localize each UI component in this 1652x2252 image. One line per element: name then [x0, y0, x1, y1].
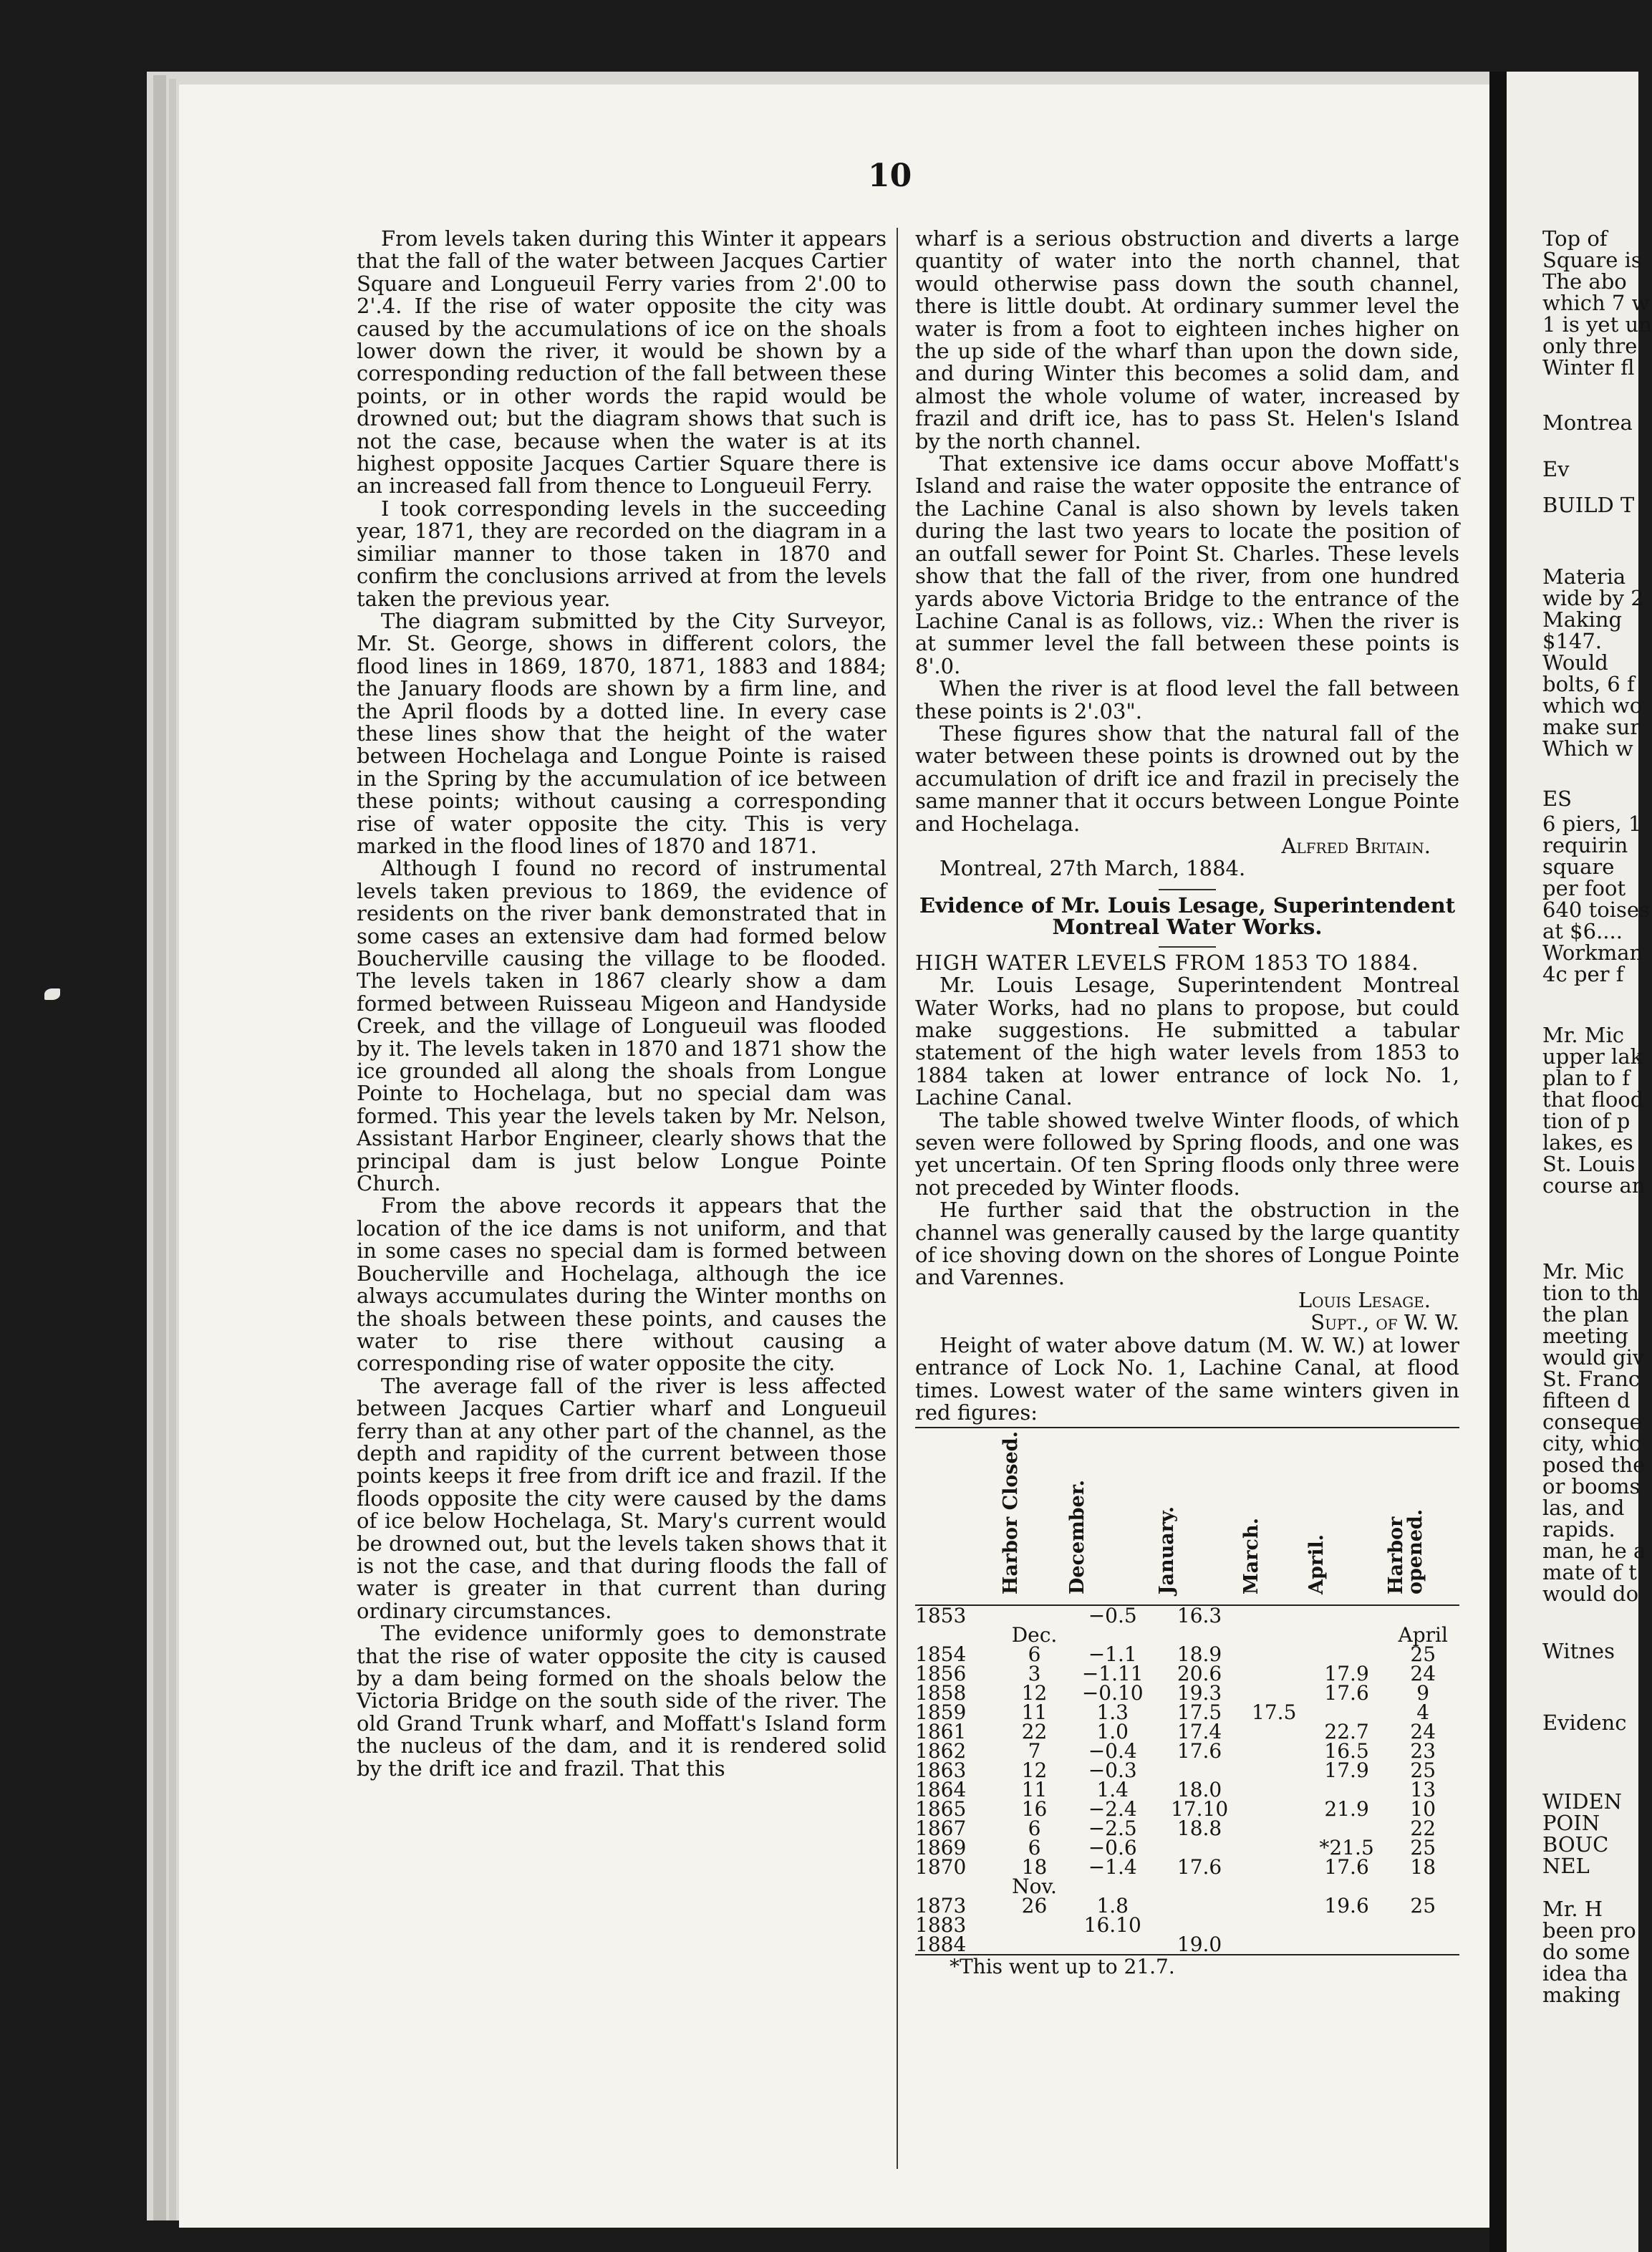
table-cell [1157, 1761, 1241, 1780]
adjacent-page-line: POIN [1542, 1811, 1600, 1835]
table-cell [1242, 1722, 1307, 1741]
table-cell: 17.9 [1324, 1662, 1369, 1686]
adjacent-page-line: Montrea [1542, 410, 1633, 435]
table-row [915, 1664, 1459, 1683]
year-cell: 1858 [915, 1681, 967, 1705]
table-footnote: *This went up to 21.7. [950, 1955, 1175, 1979]
table-cell [1157, 1915, 1241, 1935]
table-cell: 17.6 [1177, 1855, 1222, 1880]
table-cell: 10 [1410, 1797, 1436, 1822]
table-cell [1242, 1761, 1307, 1780]
table-cell: −0.3 [1088, 1758, 1137, 1783]
table-cell [1157, 1896, 1241, 1915]
table-cell [1242, 1935, 1307, 1954]
table-cell: 1.0 [1096, 1720, 1129, 1744]
paragraph: These figures show that the natural fall of the water between these points is drowned out by the accumulation of drift ice and frazil in precisely the same manner that it occurs between Longue Pointe and Hochelaga. [915, 721, 1459, 836]
table-cell [1307, 1703, 1387, 1722]
paragraph: He further said that the obstruction in the channel was generally caused by the large quantity of ice shoving down on the shores of Longue Pointe and Varennes. [915, 1198, 1459, 1290]
table-cell: 22 [1410, 1816, 1436, 1841]
table-row [915, 1896, 1459, 1915]
table-cell: 21.9 [1324, 1797, 1369, 1822]
subheading: HIGH WATER LEVELS FROM 1853 TO 1884. [915, 950, 1419, 975]
adjacent-page-line: make sur [1542, 715, 1641, 739]
table-cell [1386, 1915, 1459, 1935]
table-cell [1307, 1645, 1387, 1664]
table-header: March. [1242, 1428, 1307, 1605]
page-number: 10 [868, 158, 912, 194]
table-row [915, 1645, 1459, 1664]
table-cell: −1.4 [1088, 1855, 1137, 1880]
adjacent-page-line: square [1542, 855, 1615, 879]
table-caption: Height of water above datum (M. W. W.) at lower entrance of Lock No. 1, Lachine Canal, at flood times. Lowest water of the same winters given in red figures: [915, 1332, 1459, 1425]
table-cell [1242, 1741, 1307, 1761]
adjacent-page-line: BOUC [1542, 1832, 1609, 1857]
table-cell [1001, 1935, 1068, 1954]
table-cell: 6 [1028, 1816, 1041, 1841]
adjacent-page-line: or booms [1542, 1474, 1641, 1498]
table-row [915, 1877, 1459, 1896]
table-cell [1307, 1877, 1387, 1896]
year-cell: 1884 [915, 1933, 967, 1957]
table-cell [1157, 1838, 1241, 1857]
table-cell: −0.10 [1081, 1681, 1144, 1705]
table-header: Harbor opened. [1386, 1428, 1459, 1605]
table-cell [1242, 1799, 1307, 1819]
table-cell: Dec. [1011, 1623, 1058, 1647]
table-cell [1307, 1605, 1387, 1625]
paragraph: When the river is at flood level the fall between these points is 2'.03". [915, 676, 1459, 723]
table-cell [1068, 1935, 1157, 1954]
adjacent-page-line: Witnes [1542, 1639, 1615, 1663]
left-column [357, 228, 887, 1780]
adjacent-page-line: WIDEN [1542, 1789, 1623, 1814]
high-water-table [915, 1427, 1459, 1957]
table-cell: 3 [1028, 1662, 1041, 1686]
adjacent-page-line: upper lak [1542, 1044, 1643, 1069]
table-header-row [915, 1428, 1459, 1605]
table-cell: 17.4 [1177, 1720, 1222, 1744]
adjacent-page-line: Evidenc [1542, 1710, 1627, 1735]
adjacent-page-line: which wo [1542, 693, 1643, 718]
year-cell: 1859 [915, 1700, 967, 1725]
adjacent-page-line: Making [1542, 607, 1623, 632]
table-cell: 1.3 [1096, 1700, 1129, 1725]
table-cell [1307, 1625, 1387, 1645]
table-cell: 19.3 [1177, 1681, 1222, 1705]
table-cell: −1.11 [1081, 1662, 1144, 1686]
table-cell [1307, 1915, 1387, 1935]
adjacent-page-line: Materia [1542, 564, 1626, 589]
table-cell: 18.8 [1177, 1816, 1222, 1841]
adjacent-page-line: 1 is yet un [1542, 312, 1652, 337]
adjacent-page-line: 4c per f [1542, 962, 1624, 986]
table-cell: 1.4 [1096, 1778, 1129, 1802]
table-cell: 16.3 [1177, 1604, 1222, 1628]
table-cell: 18 [1021, 1855, 1048, 1880]
adjacent-page-line: $147. [1542, 629, 1603, 653]
signer-title: Supt., of W. W. [1310, 1310, 1459, 1335]
paragraph: The evidence uniformly goes to demonstrate that the rise of water opposite the city is caused by a dam being formed on the shoals below the Victoria Bridge on the south side of the river. The old Grand Trunk wharf, and Moffatt's Island form the nucleus of the dam, and it is rendered solid by the drift ice and frazil. That this [357, 1621, 887, 1781]
table-cell [1242, 1877, 1307, 1896]
table-cell [1242, 1819, 1307, 1838]
paragraph: Although I found no record of instrumental levels taken previous to 1869, the evidence of residents on the river bank demonstrated that in some cases an extensive dam had formed below Boucherville causing the village to be flooded. The levels taken in 1867 clearly show a dam formed between Ruisseau Migeon and Handyside Creek, and the village of Longueuil was flooded by it. The levels taken in 1870 and 1871 show the ice grounded all along the shoals from Longue Pointe to Hochelaga, but no special dam was formed. This year the levels taken by Mr. Nelson, Assistant Harbor Engineer, clearly shows that the principal dam is just below Longue Pointe Church. [357, 856, 887, 1196]
table-cell: 13 [1410, 1778, 1436, 1802]
author-signature: Alfred Britain. [1281, 833, 1431, 858]
table-row [915, 1722, 1459, 1741]
table-cell: 26 [1021, 1894, 1048, 1918]
adjacent-page-line: wide by 2 [1542, 586, 1644, 610]
table-cell: −2.5 [1088, 1816, 1137, 1841]
table-cell [1242, 1857, 1307, 1877]
adjacent-page-line: man, he a [1542, 1539, 1646, 1563]
adjacent-page-line: ES [1542, 786, 1573, 811]
table-cell: 9 [1416, 1681, 1430, 1705]
table-cell: 17.5 [1252, 1700, 1297, 1725]
table-cell: 11 [1021, 1700, 1048, 1725]
year-cell: 1864 [915, 1778, 967, 1802]
table-cell [1242, 1625, 1307, 1645]
table-cell [1001, 1605, 1068, 1625]
adjacent-page-line: fifteen d [1542, 1388, 1631, 1413]
table-cell: 25 [1410, 1758, 1436, 1783]
table-cell [1307, 1780, 1387, 1799]
table-cell: *21.5 [1319, 1836, 1374, 1860]
year-cell: 1865 [915, 1797, 967, 1822]
section-divider [1159, 889, 1216, 890]
adjacent-page-line: would giv [1542, 1345, 1645, 1370]
adjacent-page-line: BUILD T [1542, 493, 1635, 517]
year-cell: 1870 [915, 1855, 967, 1880]
adjacent-page-line: only thre [1542, 334, 1638, 358]
adjacent-page-line: Workman [1542, 940, 1643, 965]
table-cell: 16 [1021, 1797, 1048, 1822]
adjacent-page-line: The abo [1542, 269, 1627, 294]
table-cell [1068, 1625, 1157, 1645]
table-cell: 18.0 [1177, 1778, 1222, 1802]
table-cell: 24 [1410, 1720, 1436, 1744]
adjacent-page-line: 640 toises [1542, 898, 1650, 922]
column-rule [897, 228, 898, 2169]
table-cell: 19.0 [1177, 1933, 1222, 1957]
paragraph: The diagram submitted by the City Surveyor, Mr. St. George, shows in different colors, the flood lines in 1869, 1870, 1871, 1883 and 1884; the January floods are shown by a firm line, and the April floods by a dotted line. In every case these lines show that the height of the water between Hochelaga and Longue Pointe is raised in the Spring by the accumulation of ice between these points; without causing a corresponding rise of water opposite the city. This is very marked in the flood lines of 1870 and 1871. [357, 608, 887, 858]
year-cell: 1873 [915, 1894, 967, 1918]
dateline: Montreal, 27th March, 1884. [939, 856, 1246, 881]
table-cell: 22 [1021, 1720, 1048, 1744]
adjacent-page-line: at $6.... [1542, 919, 1623, 943]
table-cell [1307, 1819, 1387, 1838]
adjacent-page-line: Mr. Mic [1542, 1259, 1625, 1284]
year-cell: 1861 [915, 1720, 967, 1744]
table-cell [1242, 1838, 1307, 1857]
table-cell: 12 [1021, 1681, 1048, 1705]
adjacent-page-line: St. Louis [1542, 1152, 1636, 1176]
table-row [915, 1915, 1459, 1935]
adjacent-page-line: plan to f [1542, 1066, 1631, 1090]
table-cell: −0.6 [1088, 1836, 1137, 1860]
table-cell: 11 [1021, 1778, 1048, 1802]
year-cell: 1883 [915, 1913, 967, 1938]
table-row [915, 1625, 1459, 1645]
year-cell: 1869 [915, 1836, 967, 1860]
table-cell: 1.8 [1096, 1894, 1129, 1918]
table-cell [1386, 1877, 1459, 1896]
adjacent-page-line: the plan [1542, 1302, 1629, 1327]
year-cell [915, 1625, 1001, 1645]
page-edge [153, 75, 166, 2220]
adjacent-page-line: been pro [1542, 1918, 1636, 1943]
table-cell [1157, 1877, 1241, 1896]
table-cell: 17.9 [1324, 1758, 1369, 1783]
page-edge [169, 79, 176, 2220]
paragraph: Mr. Louis Lesage, Superintendent Montreal Water Works, had no plans to propose, but could make suggestions. He submitted a tabular statement of the high water levels from 1853 to 1884 taken at lower entrance of lock No. 1, Lachine Canal. [915, 973, 1459, 1110]
table-cell: −2.4 [1088, 1797, 1137, 1822]
adjacent-page-line: tion of p [1542, 1109, 1631, 1133]
table-row [915, 1935, 1459, 1954]
adjacent-page-line: bolts, 6 f [1542, 672, 1635, 696]
table-cell [1001, 1915, 1068, 1935]
adjacent-page-line: Ev [1542, 457, 1570, 481]
adjacent-page-line: would do [1542, 1582, 1639, 1606]
table-header: January. [1157, 1428, 1241, 1605]
paragraph: From levels taken during this Winter it appears that the fall of the water between Jacques Cartier Square and Longueuil Ferry varies from 2'.00 to 2'.4. If the rise of water opposite the city was caused by the accumulations of ice on the shoals lower down the river, it would be shown by a corresponding reduction of the fall between these points, or in other words the rapid would be drowned out; but the diagram shows that such is not the case, because when the water is at its highest opposite Jacques Cartier Square there is an increased fall from thence to Longueuil Ferry. [357, 226, 887, 499]
adjacent-page-line: Top of [1542, 226, 1608, 251]
table-cell [1386, 1605, 1459, 1625]
adjacent-page-line: Winter fl [1542, 355, 1635, 380]
table-cell: 16.10 [1083, 1913, 1141, 1938]
adjacent-page-line: lakes, es [1542, 1130, 1633, 1155]
adjacent-page-line: city, whic [1542, 1431, 1641, 1455]
table-cell [1157, 1625, 1241, 1645]
paragraph: I took corresponding levels in the succeeding year, 1871, they are recorded on the diagram in a similiar manner to those taken in 1870 and confirm the conclusions arrived at from the levels taken the previous year. [357, 496, 887, 611]
adjacent-page-line: Mr. Mic [1542, 1023, 1625, 1047]
year-cell: 1867 [915, 1816, 967, 1841]
table-cell [1242, 1896, 1307, 1915]
table-header: December. [1068, 1428, 1157, 1605]
table-cell [1307, 1935, 1387, 1954]
paragraph: wharf is a serious obstruction and diverts a large quantity of water into the north channel, that would otherwise pass down the south channel, there is little doubt. At ordinary summer level the water is from a foot to eighteen inches higher on the up side of the wharf than upon the down side, and during Winter this becomes a solid dam, and almost the whole volume of water, increased by frazil and drift ice, has to pass St. Helen's Island by the north channel. [915, 226, 1459, 453]
table-cell: 23 [1410, 1739, 1436, 1763]
adjacent-page-line: course an [1542, 1173, 1646, 1198]
adjacent-page-line: mate of t [1542, 1560, 1637, 1584]
adjacent-page-line: that flood [1542, 1087, 1644, 1112]
adjacent-page-line: meeting [1542, 1324, 1628, 1348]
adjacent-page-line: which 7 w [1542, 291, 1650, 315]
adjacent-page-line: Would [1542, 650, 1608, 675]
table-header: April. [1307, 1428, 1387, 1605]
table-cell [1242, 1664, 1307, 1683]
table-cell: 7 [1028, 1739, 1041, 1763]
section-heading: Evidence of Mr. Louis Lesage, Superintendent Montreal Water Works. [919, 892, 1456, 939]
table-cell: 25 [1410, 1894, 1436, 1918]
section-divider [1159, 946, 1216, 948]
table-row [915, 1838, 1459, 1857]
table-cell: 20.6 [1177, 1662, 1222, 1686]
year-header [915, 1428, 1001, 1605]
table-cell [1242, 1915, 1307, 1935]
table-cell: −0.5 [1088, 1604, 1137, 1628]
table-cell: 22.7 [1324, 1720, 1369, 1744]
table-cell: −1.1 [1088, 1642, 1137, 1667]
adjacent-page-line: St. Franc [1542, 1367, 1641, 1391]
paragraph: The average fall of the river is less affected between Jacques Cartier wharf and Longueuil ferry than at any other part of the channel, as the depth and rapidity of the current between those points keeps it free from drift ice and frazil. If the floods opposite the city were caused by the dams of ice below Hochelaga, St. Mary's current would be drowned out, but the levels taken shows that it is not the case, and that during floods the fall of water is greater in that current than during ordinary circumstances. [357, 1373, 887, 1623]
table-row [915, 1741, 1459, 1761]
adjacent-page-line: per foot [1542, 876, 1626, 900]
table-row [915, 1761, 1459, 1780]
table-row [915, 1857, 1459, 1877]
book-gutter [1489, 72, 1507, 2252]
adjacent-page-line: conseque [1542, 1410, 1642, 1434]
table-cell: 25 [1410, 1836, 1436, 1860]
table-cell: 4 [1416, 1700, 1430, 1725]
adjacent-page-line: 6 piers, 1 [1542, 812, 1642, 836]
paragraph: The table showed twelve Winter floods, of which seven were followed by Spring floods, and one was yet uncertain. Of ten Spring floods only three were not preceded by Winter floods. [915, 1107, 1459, 1200]
adjacent-page-line: do some [1542, 1940, 1631, 1964]
table-row [915, 1605, 1459, 1625]
year-cell: 1863 [915, 1758, 967, 1783]
table-cell: April [1398, 1623, 1448, 1647]
table-cell: 24 [1410, 1662, 1436, 1686]
table-cell: −0.4 [1088, 1739, 1137, 1763]
table-cell: 18 [1410, 1855, 1436, 1880]
table-body [915, 1604, 1459, 1957]
signer-name: Louis Lesage. [1298, 1287, 1431, 1312]
table-cell [1242, 1605, 1307, 1625]
adjacent-page-line: rapids. [1542, 1517, 1615, 1541]
table-cell [1242, 1645, 1307, 1664]
year-cell: 1856 [915, 1662, 967, 1686]
table-cell [1242, 1780, 1307, 1799]
table-cell: 17.10 [1170, 1797, 1229, 1822]
table-cell [1386, 1935, 1459, 1954]
adjacent-page-line: requirin [1542, 833, 1628, 857]
adjacent-page-line: las, and [1542, 1496, 1625, 1520]
year-cell [915, 1877, 1001, 1896]
table-cell: 17.6 [1324, 1855, 1369, 1880]
table-cell: 6 [1028, 1836, 1041, 1860]
table-cell: 18.9 [1177, 1642, 1222, 1667]
table-cell: 17.5 [1177, 1700, 1222, 1725]
year-cell: 1853 [915, 1604, 967, 1628]
adjacent-page-line: posed the [1542, 1453, 1646, 1477]
table-cell [1242, 1683, 1307, 1703]
table-cell [1068, 1877, 1157, 1896]
paragraph: That extensive ice dams occur above Moffatt's Island and raise the water opposite the entrance of the Lachine Canal is also shown by levels taken during the last two years to locate the position of an outfall sewer for Point St. Charles. These levels show that the fall of the river, from one hundred yards above Victoria Bridge to the entrance of the Lachine Canal is as follows, viz.: When the river is at summer level the fall between these points is 8'.0. [915, 451, 1459, 678]
right-column [915, 228, 1459, 1978]
adjacent-page-line: Which w [1542, 736, 1633, 761]
table-cell: 16.5 [1324, 1739, 1369, 1763]
paragraph: From the above records it appears that the location of the ice dams is not uniform, and that in some cases no special dam is formed between Boucherville and Hochelaga, although the ice always accumulates during the Winter months on the shoals between these points, and causes the water to rise there without causing a corresponding rise of water opposite the city. [357, 1193, 887, 1376]
table-row [915, 1703, 1459, 1722]
table-cell: Nov. [1012, 1875, 1057, 1899]
year-cell: 1854 [915, 1642, 967, 1667]
table-cell: 17.6 [1177, 1739, 1222, 1763]
paper-blemish [44, 988, 60, 1000]
table-cell: 25 [1410, 1642, 1436, 1667]
adjacent-page-line: tion to th [1542, 1281, 1639, 1305]
adjacent-page-line: Square is [1542, 248, 1642, 272]
table-cell: 6 [1028, 1642, 1041, 1667]
adjacent-page-line: Mr. H [1542, 1897, 1603, 1921]
adjacent-page-line: making [1542, 1983, 1620, 2007]
table-row [915, 1780, 1459, 1799]
table-row [915, 1799, 1459, 1819]
adjacent-page-line: idea tha [1542, 1961, 1628, 1986]
year-cell: 1862 [915, 1739, 967, 1763]
table-cell: 19.6 [1324, 1894, 1369, 1918]
table-cell: 17.6 [1324, 1681, 1369, 1705]
table-cell: 12 [1021, 1758, 1048, 1783]
table-header: Harbor Closed. [1001, 1428, 1068, 1605]
table-row [915, 1819, 1459, 1838]
table-row [915, 1683, 1459, 1703]
adjacent-page-line: NEL [1542, 1854, 1590, 1878]
